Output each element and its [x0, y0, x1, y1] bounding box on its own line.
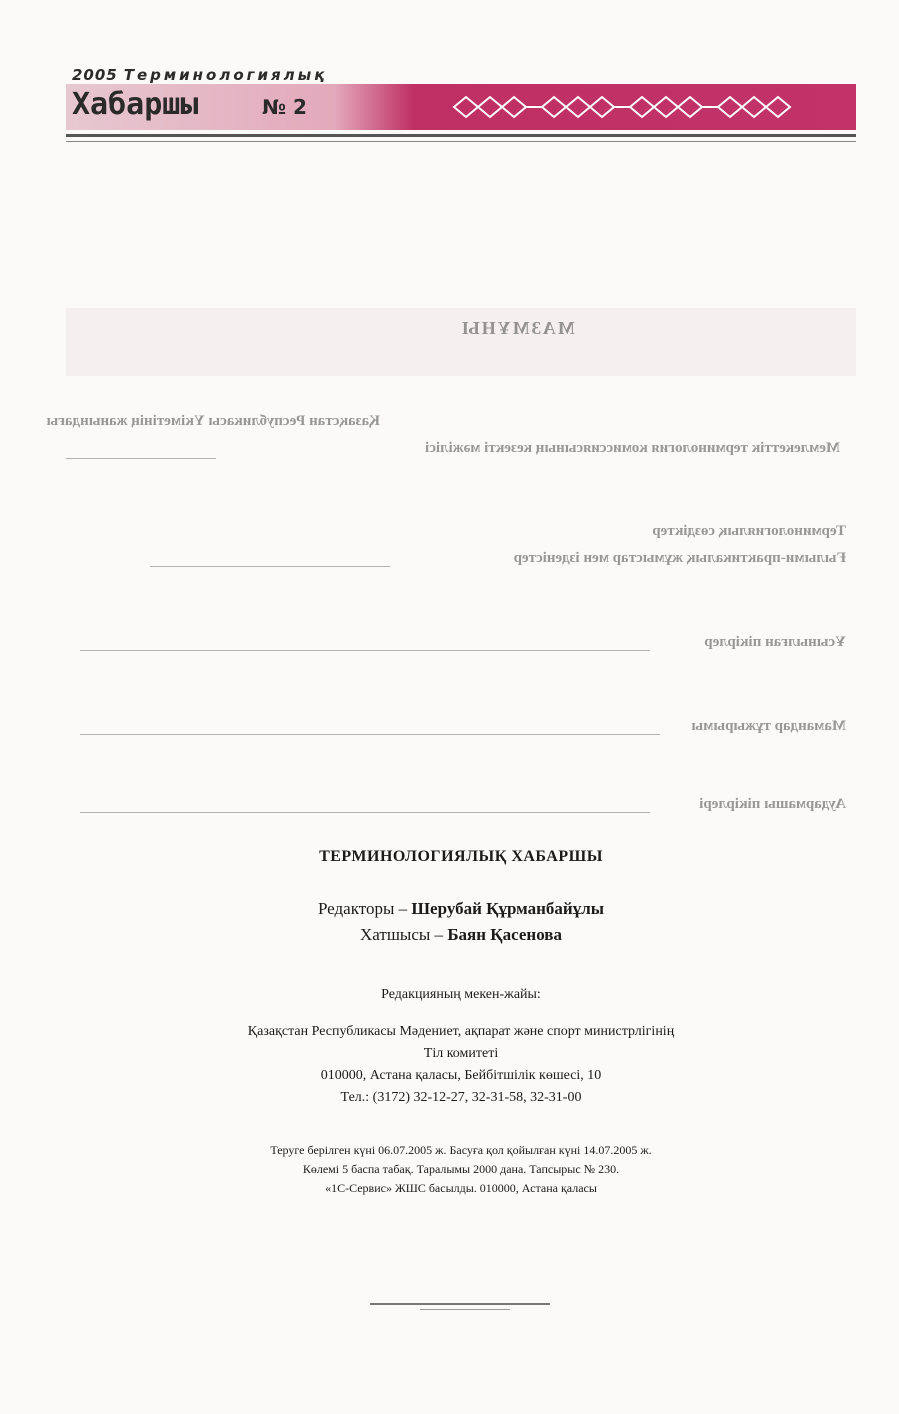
print-info-line-3: «1С-Сервис» ЖШС басылды. 010000, Астана қаласы [325, 1181, 597, 1195]
toc-line-5: Ұсынылған пікірлер [704, 634, 846, 650]
editor-line [66, 899, 856, 919]
toc-line-1: Қазақстан Республикасы Үкіметінің жанындағы [46, 413, 380, 429]
toc-line-7: Аудармашы пікірлері [699, 796, 846, 812]
secretary-line [66, 925, 856, 945]
header-rule-thick [66, 134, 856, 137]
header-rule-thin [66, 141, 856, 142]
phones-line: Тел.: (3172) 32-12-27, 32-31-58, 32-31-00 [340, 1090, 582, 1105]
bottom-rule-thin [420, 1309, 510, 1310]
toc-line-3: Терминологиялық сөздіктер [652, 523, 846, 539]
toc-leader-5 [80, 650, 650, 651]
toc-leader-4 [150, 566, 390, 567]
ministry-line: Қазақстан Республикасы Мәдениет, ақпарат және спорт министрлігінің [247, 1024, 675, 1039]
editor-label: Редакторы – [317, 899, 412, 918]
journal-title: ТЕРМИНОЛОГИЯЛЫҚ ХАБАРШЫ [319, 848, 603, 865]
toc-leader-6 [80, 734, 660, 735]
address-heading: Редакцияның мекен-жайы: [381, 987, 541, 1002]
secretary-label: Хатшысы – [360, 925, 448, 944]
committee-line: Тіл комитеті [423, 1046, 499, 1061]
toc-line-6: Мамандар тұжырымы [691, 718, 846, 734]
header-year-line [72, 66, 327, 84]
header-subtitle: Терминологиялық [123, 66, 328, 84]
header-title: Хабаршы [72, 87, 199, 122]
toc-heading: МАЗМҰНЫ [460, 318, 575, 338]
header-year: 2005 [72, 66, 118, 84]
city-address-line: 010000, Астана қаласы, Бейбітшілік көшесі, 10 [320, 1068, 602, 1083]
editor-name: Шерубай Құрманбайұлы [411, 899, 605, 918]
print-info-line-1: Теруге берілген күні 06.07.2005 ж. Басуға қол қойылған күні 14.07.2005 ж. [270, 1143, 652, 1157]
bottom-rule [370, 1303, 550, 1305]
print-info-line-2: Көлемі 5 баспа табақ. Таралымы 2000 дана. Тапсырыс № 230. [302, 1162, 620, 1176]
ornament-icon [452, 93, 802, 121]
toc-line-2: Мемлекеттік терминология комиссиясының кезекті мәжілісі [425, 440, 840, 456]
secretary-name: Баян Қасенова [447, 925, 562, 944]
toc-leader-2 [66, 458, 216, 459]
toc-leader-7 [80, 812, 650, 813]
header-issue-number: № 2 [262, 95, 307, 119]
toc-line-4: Ғылыми-практикалық жұмыстар мен ізденістер [513, 550, 846, 566]
